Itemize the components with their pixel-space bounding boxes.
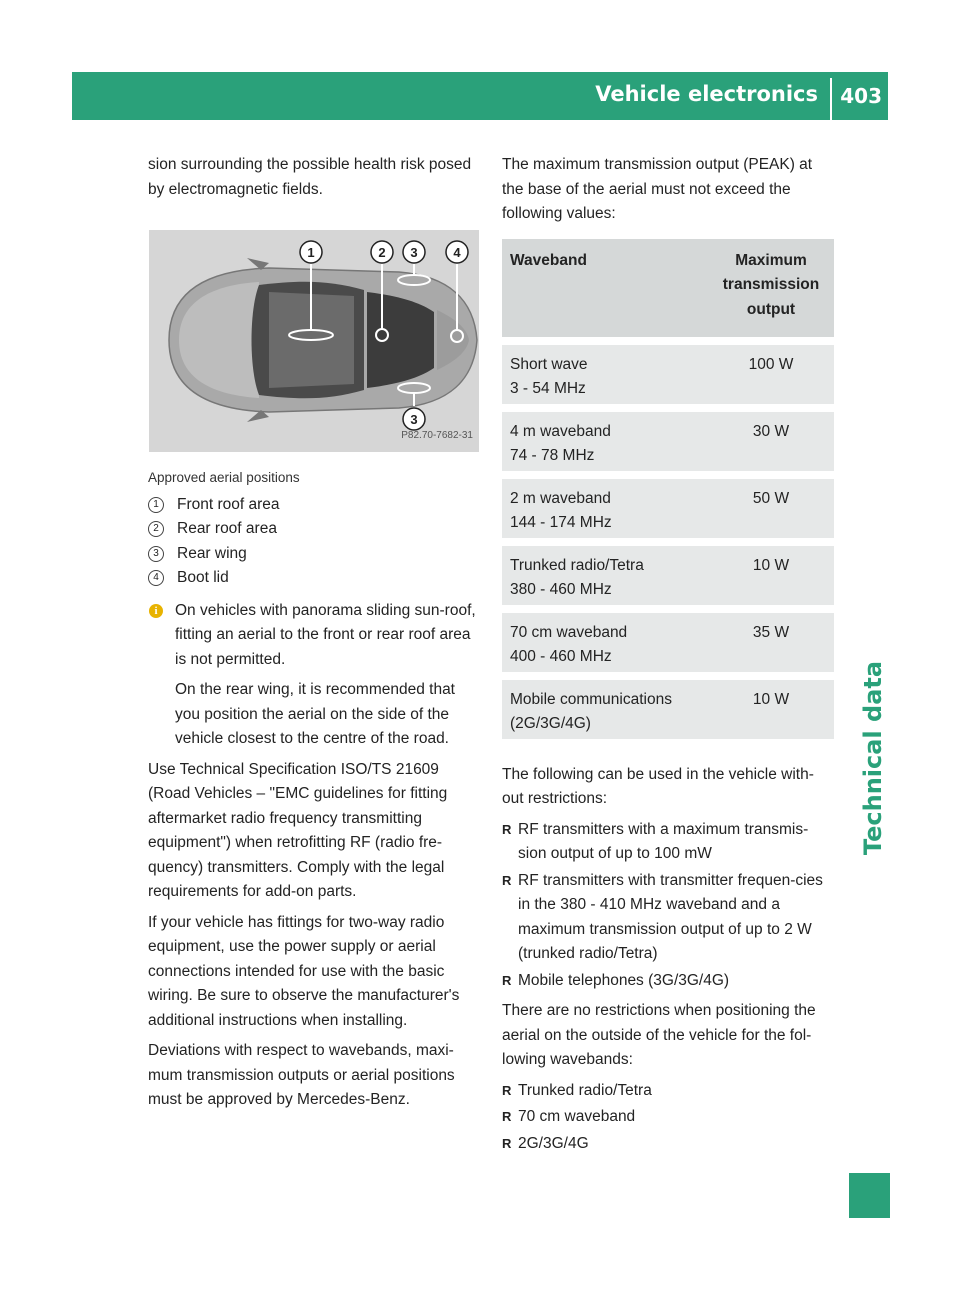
table-row xyxy=(502,538,834,605)
band-range: 144 - 174 MHz xyxy=(510,514,612,531)
left-para-2: Use Technical Specification ISO/TS 21609 (Road Vehicles – "EMC guidelines for fitting aftermarket radio frequency transmitting equipment") when retrofitting RF (radio fre-quency) transmitters. Comply with the legal requirements for add-on parts. xyxy=(148,760,448,900)
band-output: 100 W xyxy=(708,337,834,404)
band-output: 35 W xyxy=(708,605,834,672)
figure-caption: Approved aerial positions xyxy=(148,470,300,485)
legend-number: 1 xyxy=(148,497,164,513)
info-para-2: On the rear wing, it is recommended that you position the aerial on the side of the vehicle closest to the centre of the road. xyxy=(175,681,455,747)
right-column xyxy=(502,153,834,1162)
band-output: 50 W xyxy=(708,471,834,538)
band-range: 3 - 54 MHz xyxy=(510,380,586,397)
list-item: R 2G/3G/4G xyxy=(502,1132,834,1157)
table-row xyxy=(502,404,834,471)
table-row xyxy=(502,471,834,538)
waveband-table xyxy=(502,239,834,739)
band-name: 4 m waveband xyxy=(510,422,611,440)
legend-label: Rear roof area xyxy=(177,520,277,537)
legend-number: 2 xyxy=(148,521,164,537)
band-output: 30 W xyxy=(708,404,834,471)
table-header-waveband: Waveband xyxy=(502,239,708,337)
legend-label: Front roof area xyxy=(177,495,280,513)
table-row xyxy=(502,337,834,404)
legend-number: 3 xyxy=(148,546,164,562)
side-section-text: Technical data xyxy=(859,660,887,856)
band-range: (2G/3G/4G) xyxy=(510,715,591,732)
list-item: R 70 cm waveband xyxy=(502,1105,834,1130)
list-item: R RF transmitters with a maximum transmis-sion output of up to 100 mW xyxy=(502,818,834,867)
band-name: Short wave xyxy=(510,355,588,373)
right-intro: The maximum transmission output (PEAK) at the base of the aerial must not exceed the following values: xyxy=(502,156,813,222)
waveband-list xyxy=(502,1079,834,1157)
band-output: 10 W xyxy=(708,538,834,605)
right-para-2: There are no restrictions when positioning the aerial on the outside of the vehicle for the fol-lowing wavebands: xyxy=(502,1002,816,1068)
side-section-block xyxy=(849,1173,890,1218)
car-top-view-illustration xyxy=(149,230,479,452)
legend-item xyxy=(148,566,482,591)
legend-label: Boot lid xyxy=(177,569,229,586)
page-number: 403 xyxy=(840,84,882,108)
list-item: R Mobile telephones (3G/3G/4G) xyxy=(502,969,834,994)
legend-number: 4 xyxy=(148,570,164,586)
left-column xyxy=(148,153,482,1119)
right-para-1: The following can be used in the vehicle with-out restrictions: xyxy=(502,765,814,807)
figure-code: P82.70-7682-31 xyxy=(401,429,473,441)
legend-label: Rear wing xyxy=(177,544,247,562)
band-range: 380 - 460 MHz xyxy=(510,581,612,598)
list-item: R RF transmitters with transmitter frequen-cies in the 380 - 410 MHz waveband and a maximum transmission output of up to 2 W (trunked radio/Tetra) xyxy=(502,869,834,967)
band-name: 2 m waveband xyxy=(510,489,611,507)
unrestricted-list xyxy=(502,818,834,994)
table-row xyxy=(502,605,834,672)
band-output: 10 W xyxy=(708,672,834,739)
legend-item xyxy=(148,542,482,567)
band-range: 74 - 78 MHz xyxy=(510,447,595,464)
marker-1: 1 xyxy=(307,245,315,260)
band-range: 400 - 460 MHz xyxy=(510,648,612,665)
info-icon: i xyxy=(149,604,163,618)
list-item: R Trunked radio/Tetra xyxy=(502,1079,834,1104)
legend-item xyxy=(148,493,482,518)
left-para-3: If your vehicle has fittings for two-way radio equipment, use the power supply or aerial connections intended for use with the basic wiring. Be sure to observe the manufacturer's additional instructions when installing. xyxy=(148,913,460,1029)
aerial-position-figure xyxy=(149,230,479,452)
left-para-4: Deviations with respect to wavebands, maxi-mum transmission outputs or aerial positions must be approved by Mercedes-Benz. xyxy=(148,1042,455,1108)
left-para-1: sion surrounding the possible health risk posed by electromagnetic fields. xyxy=(148,156,472,198)
info-para-1: On vehicles with panorama sliding sun-roof, fitting an aerial to the front or rear roof area is not permitted. xyxy=(175,601,476,668)
legend-item xyxy=(148,517,482,542)
marker-4: 4 xyxy=(453,245,461,260)
band-name: 70 cm waveband xyxy=(510,623,628,641)
info-note xyxy=(148,599,482,758)
band-name: Mobile communications xyxy=(510,690,672,708)
band-name: Trunked radio/Tetra xyxy=(510,556,644,574)
side-section-label xyxy=(853,648,893,868)
marker-2: 2 xyxy=(378,245,386,260)
header-bar xyxy=(72,72,888,120)
table-row xyxy=(502,672,834,739)
marker-3-top: 3 xyxy=(410,245,418,260)
header-divider xyxy=(830,78,832,120)
header-title: Vehicle electronics xyxy=(595,82,818,106)
table-header-output: Maximum transmission output xyxy=(708,239,834,337)
marker-3-bottom: 3 xyxy=(410,412,418,427)
